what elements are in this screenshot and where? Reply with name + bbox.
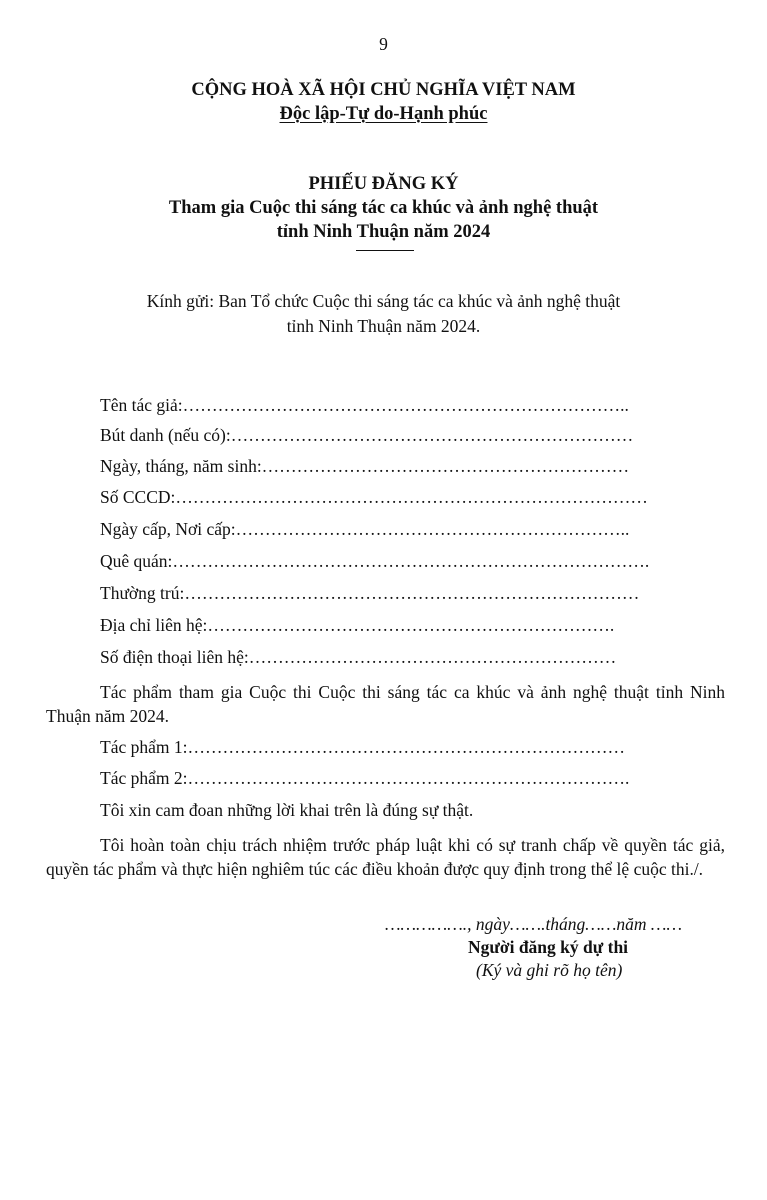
field-pen-name[interactable]: Bút danh (nếu có):……………………………………………………………	[100, 425, 634, 445]
signature-date-line[interactable]: ……………., ngày…….tháng……năm ……	[385, 914, 683, 934]
field-phone[interactable]: Số điện thoại liên hệ:………………………………………………………	[100, 647, 617, 667]
field-issue-date-place[interactable]: Ngày cấp, Nơi cấp:…………………………………………………………..	[100, 519, 630, 539]
commitment-statement: Tôi xin cam đoan những lời khai trên là đúng sự thật.	[100, 800, 474, 820]
greeting-line-1: Kính gửi: Ban Tổ chức Cuộc thi sáng tác ca khúc và ảnh nghệ thuật	[146, 291, 621, 311]
field-work-1[interactable]: Tác phẩm 1:…………………………………………………………………	[100, 737, 625, 757]
form-subtitle-1: Tham gia Cuộc thi sáng tác ca khúc và ảnh nghệ thuật	[168, 198, 599, 218]
responsibility-statement: Tôi hoàn toàn chịu trách nhiệm trước pháp luật khi có sự tranh chấp về quyền tác giả, quyền tác phẩm và thực hiện nghiêm túc các điều khoản được quy định trong thể lệ cuộc thi./.	[46, 835, 725, 879]
motto-text: Độc lập-Tự do-Hạnh phúc	[279, 104, 488, 124]
signature-role: Người đăng ký dự thi	[468, 937, 629, 957]
field-date-of-birth[interactable]: Ngày, tháng, năm sinh:………………………………………………………	[100, 456, 630, 476]
form-subtitle-2: tỉnh Ninh Thuận năm 2024	[276, 222, 491, 242]
title-underline	[356, 250, 414, 251]
country-heading: CỘNG HOÀ XÃ HỘI CHỦ NGHĨA VIỆT NAM	[191, 80, 576, 100]
field-id-number[interactable]: Số CCCD:………………………………………………………………………	[100, 487, 648, 507]
page-number: 9	[379, 34, 388, 54]
motto	[0, 104, 767, 125]
field-hometown[interactable]: Quê quán:……………………………………………………………………….	[100, 551, 650, 571]
form-title: PHIẾU ĐĂNG KÝ	[308, 174, 459, 194]
field-author-name[interactable]: Tên tác giả:…………………………………………………………………..	[100, 395, 629, 415]
works-intro: Tác phẩm tham gia Cuộc thi Cuộc thi sáng tác ca khúc và ảnh nghệ thuật tỉnh Ninh Thuận năm 2024.	[46, 682, 725, 726]
signature-note: (Ký và ghi rõ họ tên)	[476, 960, 623, 980]
greeting-line-2: tỉnh Ninh Thuận năm 2024.	[286, 316, 481, 336]
field-permanent-address[interactable]: Thường trú:……………………………………………………………………	[100, 583, 640, 603]
field-contact-address[interactable]: Địa chỉ liên hệ:…………………………………………………………….	[100, 615, 615, 635]
field-work-2[interactable]: Tác phẩm 2:………………………………………………………………….	[100, 768, 630, 788]
